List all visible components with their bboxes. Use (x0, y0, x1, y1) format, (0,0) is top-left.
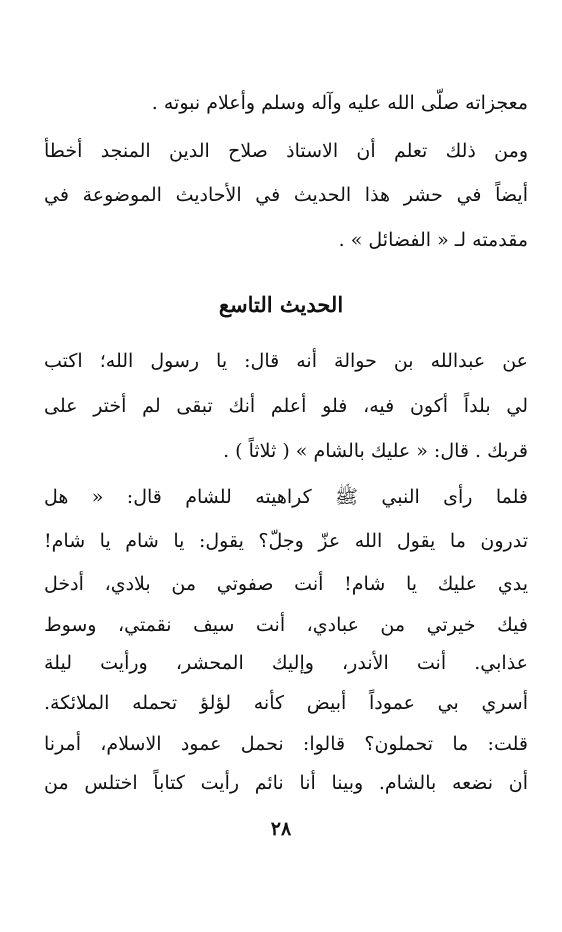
text-line: عذابي. أنت الأندر، وإليك المحشر، ورأيت ليلة (44, 652, 528, 674)
section-heading: الحديث التاسع (218, 292, 344, 317)
text-line: فيك خيرتي من عبادي، أنت سيف نقمتي، وسوط (44, 614, 528, 636)
text-line: مقدمته لـ « الفضائل » . (338, 229, 528, 251)
text-line: عن عبدالله بن حوالة أنه قال: يا رسول الله؛ اكتب (44, 350, 528, 372)
text-line: يدي عليك يا شام! أنت صفوتي من بلادي، أدخل (44, 573, 528, 595)
text-line: أن نضعه بالشام. وبينا أنا نائم رأيت كتاباً اختلس من (44, 772, 528, 794)
text-line: أيضاً في حشر هذا الحديث في الأحاديث الموضوعة في (44, 184, 528, 206)
text-line: فلما رأى النبي ﷺ كراهيته للشام قال: « هل (44, 486, 528, 508)
text-line: قربك . قال: « عليك بالشام » ( ثلاثاً ) . (223, 440, 528, 462)
text-line: لي بلداً أكون فيه، فلو أعلم أنك تبقى لم أختر على (44, 395, 528, 417)
text-line: ومن ذلك تعلم أن الاستاذ صلاح الدين المنجد أخطأ (44, 140, 528, 162)
page-number: ٢٨ (270, 818, 292, 840)
text-line: تدرون ما يقول الله عزّ وجلّ؟ يقول: يا شام يا شام! (44, 530, 528, 552)
text-line: قلت: ما تحملون؟ قالوا: نحمل عمود الاسلام، أمرنا (44, 733, 528, 755)
text-line: معجزاته صلّى الله عليه وآله وسلم وأعلام نبوته . (151, 92, 528, 114)
text-line: أسري بي عموداً أبيض كأنه لؤلؤ تحمله الملائكة. (44, 692, 528, 714)
